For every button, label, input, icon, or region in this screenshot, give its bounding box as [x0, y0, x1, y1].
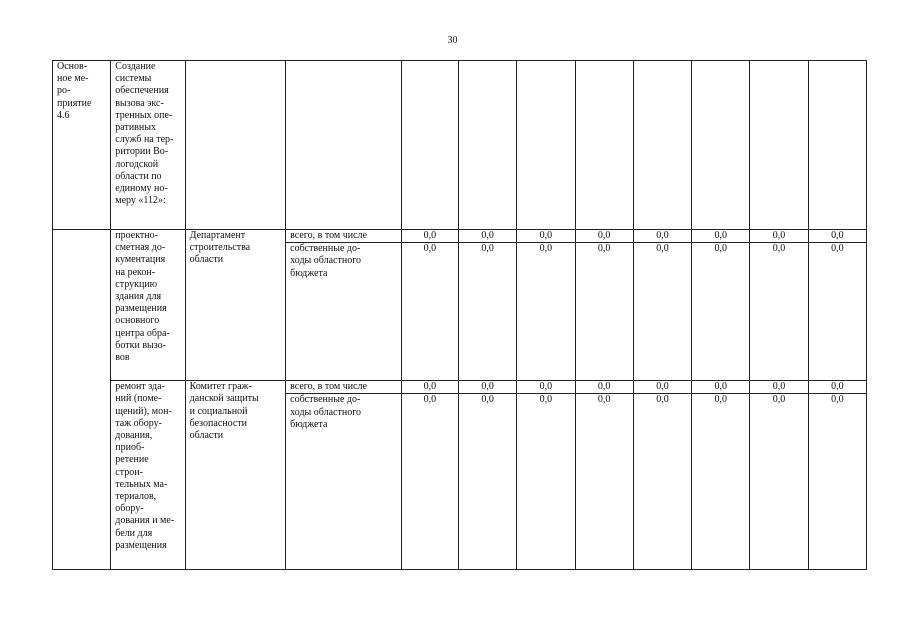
item2-own-value: 0,0 — [808, 394, 866, 570]
item2-own-value: 0,0 — [401, 394, 458, 570]
item2-executor: Комитет граж- данской защиты и социальной безопасности области — [189, 381, 259, 442]
item2-own-value: 0,0 — [692, 394, 750, 570]
item1-source-own: собственные до- ходы областного бюджета — [290, 243, 362, 279]
table-row-item2-total — [53, 381, 867, 394]
item1-name: проектно- сметная до- кументация на рекон- струкцию здания для размещения основного центра обра- ботки вызо- вов — [115, 230, 170, 364]
item2-name-cell — [111, 381, 185, 570]
empty-cell — [458, 61, 516, 230]
item2-total-value: 0,0 — [401, 381, 458, 394]
event-code: Основ- ное ме- ро- приятие 4.6 — [57, 61, 92, 121]
item1-own-value: 0,0 — [692, 243, 750, 381]
item2-own-value: 0,0 — [633, 394, 691, 570]
page-number: 30 — [447, 35, 458, 46]
item1-executor: Департамент строительства области — [189, 230, 251, 266]
item1-own-value: 0,0 — [401, 243, 458, 381]
item1-total-value: 0,0 — [808, 230, 866, 243]
item1-source-total: всего, в том числе — [286, 230, 402, 243]
empty-cell — [517, 61, 575, 230]
item2-source-own: собственные до- ходы областного бюджета — [290, 394, 362, 430]
item2-total-value: 0,0 — [458, 381, 516, 394]
item2-total-value: 0,0 — [750, 381, 808, 394]
item2-total-value: 0,0 — [692, 381, 750, 394]
item1-total-value: 0,0 — [401, 230, 458, 243]
event-name: Создание системы обеспечения вызова экс- тренных опе- ративных служб на тер- ритории Во- логодской области по единому но- меру «112»: — [115, 61, 174, 207]
item1-own-value: 0,0 — [575, 243, 633, 381]
item1-own-value: 0,0 — [458, 243, 516, 381]
item1-own-value: 0,0 — [750, 243, 808, 381]
item1-name-cell — [111, 230, 185, 381]
table-row-item1-total — [53, 230, 867, 243]
empty-cell — [286, 61, 402, 230]
empty-cell — [750, 61, 808, 230]
empty-cell — [185, 61, 285, 230]
item1-own-value: 0,0 — [808, 243, 866, 381]
item2-total-value: 0,0 — [808, 381, 866, 394]
budget-table — [52, 60, 867, 570]
table-row-event — [53, 61, 867, 230]
empty-cell — [575, 61, 633, 230]
item1-total-value: 0,0 — [517, 230, 575, 243]
item2-executor-cell — [185, 381, 285, 570]
item2-total-value: 0,0 — [517, 381, 575, 394]
item2-own-value: 0,0 — [575, 394, 633, 570]
item2-own-value: 0,0 — [458, 394, 516, 570]
empty-cell — [401, 61, 458, 230]
item1-own-value: 0,0 — [633, 243, 691, 381]
item1-total-value: 0,0 — [692, 230, 750, 243]
item2-own-value: 0,0 — [517, 394, 575, 570]
item1-total-value: 0,0 — [458, 230, 516, 243]
item2-total-value: 0,0 — [633, 381, 691, 394]
item2-name: ремонт зда- ний (поме- щений), мон- таж обору- дования, приоб- ретение строи- тельных ма- териалов, обору- дования и ме- бели для размещения — [115, 381, 175, 551]
item2-source-total: всего, в том числе — [286, 381, 402, 394]
event-name-cell — [111, 61, 185, 230]
item1-source-own-cell — [286, 243, 402, 381]
item2-source-own-cell — [286, 394, 402, 570]
item1-own-value: 0,0 — [517, 243, 575, 381]
empty-cell — [808, 61, 866, 230]
item1-executor-cell — [185, 230, 285, 381]
item2-own-value: 0,0 — [750, 394, 808, 570]
item2-total-value: 0,0 — [575, 381, 633, 394]
item1-total-value: 0,0 — [750, 230, 808, 243]
event-code-cell — [53, 61, 111, 230]
item1-total-value: 0,0 — [575, 230, 633, 243]
merged-code-cell — [53, 230, 111, 570]
empty-cell — [633, 61, 691, 230]
empty-cell — [692, 61, 750, 230]
item1-total-value: 0,0 — [633, 230, 691, 243]
